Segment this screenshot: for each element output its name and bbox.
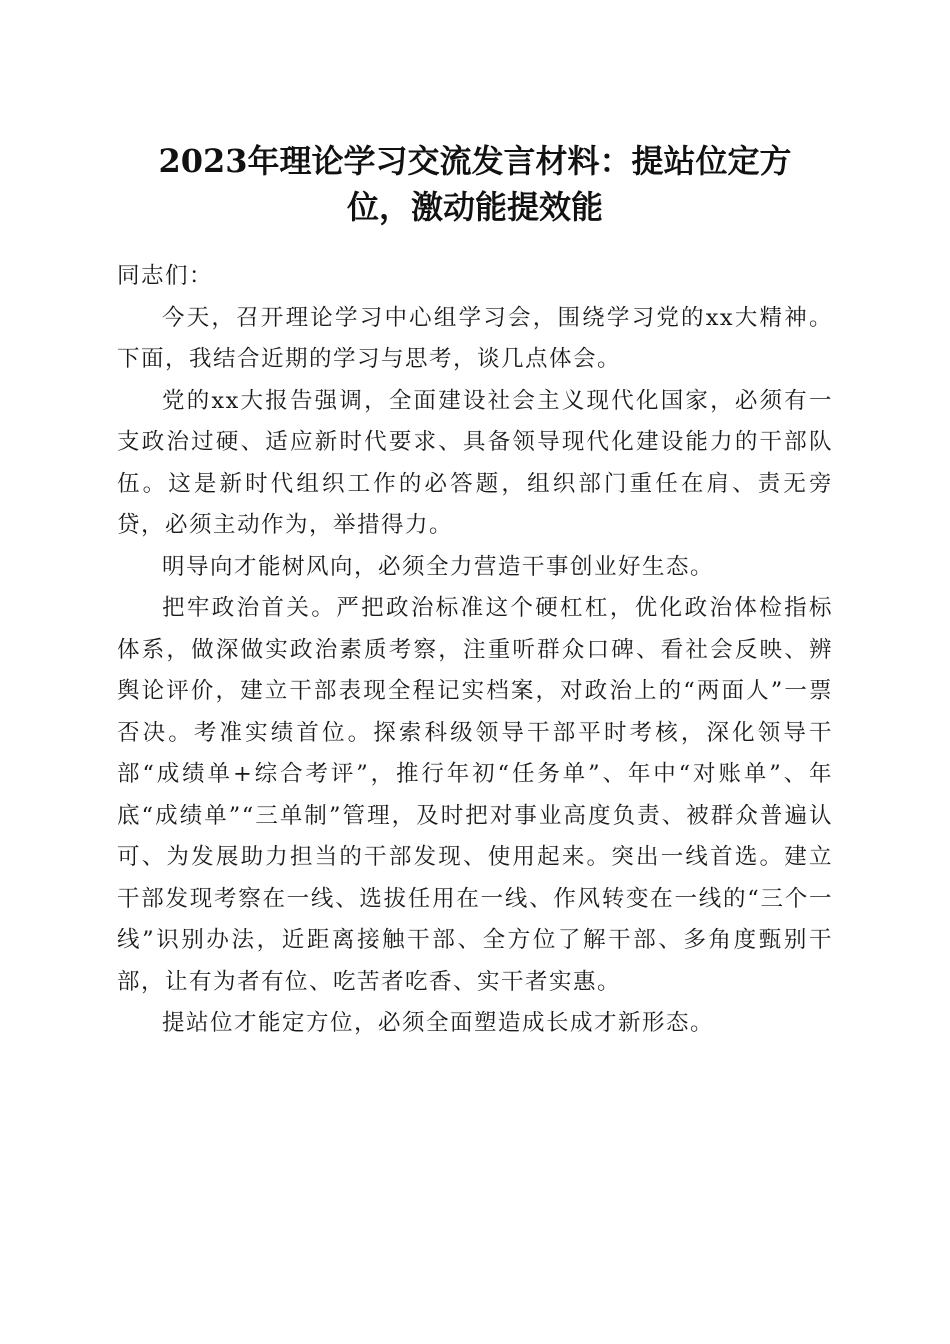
document-body: [117, 256, 833, 1045]
document-title: [117, 138, 833, 230]
paragraph-political-check: 把牢政治首关。严把政治标准这个硬杠杠，优化政治体检指标体系，做深做实政治素质考察，注重听群众口碑、看社会反映、辨舆论评价，建立干部表现全程记实档案，对政治上的“两面人”一票否决。考准实绩首位。探索科级领导干部平时考核，深化领导干部“成绩单+综合考评”，推行年初“任务单”、年中“对账单”、年底“成绩单”“三单制”管理，及时把对事业高度负责、被群众普遍认可、为发展助力担当的干部发现、使用起来。突出一线首选。建立干部发现考察在一线、选拔任用在一线、作风转变在一线的“三个一线”识别办法，近距离接触干部、全方位了解干部、多角度甄别干部，让有为者有位、吃苦者吃香、实干者实惠。: [117, 595, 833, 995]
paragraph-heading-orientation: 明导向才能树风向，必须全力营造干事创业好生态。: [162, 553, 715, 580]
paragraph-opening: 今天，召开理论学习中心组学习会，围绕学习党的xx大精神。下面，我结合近期的学习与思考，谈几点体会。: [117, 304, 833, 372]
paragraph-heading-position: 提站位才能定方位，必须全面塑造成长成才新形态。: [162, 1010, 715, 1036]
title-line-2: 位，激动能提效能: [346, 188, 603, 226]
salutation: 同志们：: [117, 263, 214, 289]
title-line-1: 2023年理论学习交流发言材料：提站位定方: [158, 142, 792, 180]
paragraph-report: 党的xx大报告强调，全面建设社会主义现代化国家，必须有一支政治过硬、适应新时代要求、具备领导现代化建设能力的干部队伍。这是新时代组织工作的必答题，组织部门重任在肩、责无旁贷，必须主动作为，举措得力。: [117, 387, 833, 538]
